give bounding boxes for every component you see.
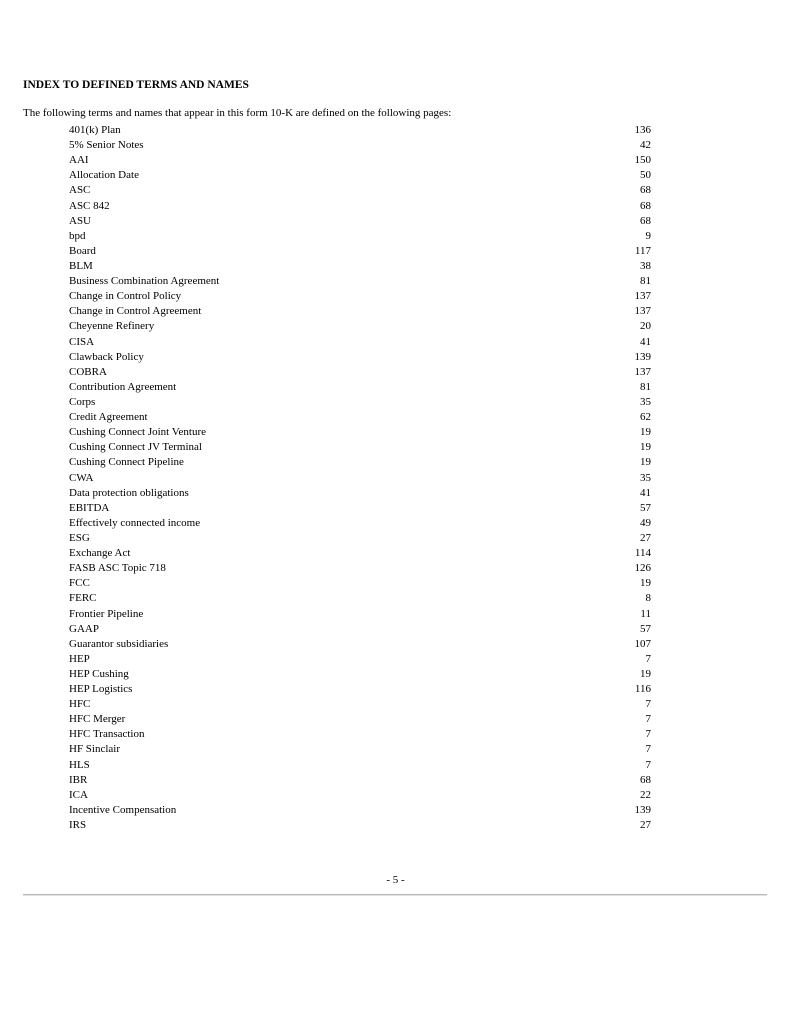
term-name: FCC (69, 577, 90, 590)
term-page-number: 27 (640, 819, 651, 832)
term-name: 401(k) Plan (69, 124, 121, 136)
term-page-number: 68 (640, 214, 651, 227)
term-row (69, 153, 652, 168)
term-page-number: 41 (640, 486, 651, 499)
term-row (69, 712, 652, 727)
term-page-number: 136 (634, 124, 651, 136)
term-row (69, 274, 652, 289)
term-name: BLM (69, 259, 93, 272)
page-number: - 5 - (386, 874, 405, 886)
term-name: AAI (69, 154, 89, 167)
term-row (69, 168, 652, 183)
term-name: ESG (69, 531, 90, 544)
term-name: 5% Senior Notes (69, 139, 144, 152)
term-page-number: 114 (634, 547, 651, 560)
term-page-number: 7 (645, 652, 651, 665)
term-page-number: 139 (634, 350, 651, 363)
term-row (69, 546, 652, 561)
term-row (69, 395, 652, 410)
term-row (69, 667, 652, 682)
page-divider (23, 894, 767, 896)
term-row (69, 440, 652, 455)
term-name: Corps (69, 395, 96, 408)
term-row (69, 425, 652, 440)
term-row (69, 335, 652, 350)
term-name: HEP (69, 652, 90, 665)
term-page-number: 35 (640, 395, 651, 408)
term-page-number: 49 (640, 516, 651, 529)
term-page-number: 42 (640, 139, 651, 152)
term-page-number: 38 (640, 259, 651, 272)
term-name: HFC Merger (69, 713, 126, 726)
term-row (69, 697, 652, 712)
term-page-number: 68 (640, 184, 651, 197)
term-page-number: 7 (645, 758, 651, 771)
term-name: Data protection obligations (69, 486, 189, 499)
term-row (69, 199, 652, 214)
term-row (69, 350, 652, 365)
term-page-number: 7 (645, 698, 651, 711)
intro-text: The following terms and names that appear in this form 10-K are defined on the following pages: (23, 107, 452, 119)
term-row (69, 682, 652, 697)
term-name: CWA (69, 471, 94, 484)
term-name: HEP Logistics (69, 683, 133, 696)
term-name: ICA (69, 788, 88, 801)
term-page-number: 19 (640, 577, 651, 590)
term-row (69, 607, 652, 622)
term-page-number: 20 (640, 320, 651, 333)
term-name: IBR (69, 773, 88, 786)
term-row (69, 123, 652, 138)
term-row (69, 727, 652, 742)
term-row (69, 138, 652, 153)
term-row (69, 561, 652, 576)
term-row (69, 471, 652, 486)
term-page-number: 50 (640, 169, 651, 182)
term-page-number: 150 (634, 154, 651, 167)
term-page-number: 11 (640, 607, 651, 620)
term-page-number: 107 (634, 637, 651, 650)
term-row (69, 622, 652, 637)
term-name: Cushing Connect Pipeline (69, 456, 184, 469)
term-page-number: 7 (645, 743, 651, 756)
term-page-number: 126 (634, 562, 651, 575)
term-name: Board (69, 244, 96, 257)
term-page-number: 27 (640, 531, 651, 544)
term-name: Effectively connected income (69, 516, 201, 529)
term-page-number: 8 (645, 592, 651, 605)
term-page-number: 117 (634, 244, 651, 257)
term-page-number: 35 (640, 471, 651, 484)
term-row (69, 742, 652, 757)
term-page-number: 68 (640, 773, 651, 786)
term-name: Frontier Pipeline (69, 607, 144, 620)
term-name: Clawback Policy (69, 350, 144, 363)
term-page-number: 139 (634, 803, 651, 816)
term-row (69, 516, 652, 531)
term-page-number: 19 (640, 441, 651, 454)
term-page-number: 116 (634, 683, 651, 696)
term-row (69, 773, 652, 788)
term-row (69, 183, 652, 198)
page-title: INDEX TO DEFINED TERMS AND NAMES (23, 79, 249, 91)
term-row (69, 591, 652, 606)
term-page-number: 68 (640, 199, 651, 212)
term-page-number: 57 (640, 501, 651, 514)
term-page-number: 137 (634, 290, 651, 303)
term-page-number: 7 (645, 728, 651, 741)
term-name: GAAP (69, 622, 99, 635)
term-row (69, 818, 652, 833)
term-row (69, 380, 652, 395)
term-name: IRS (69, 819, 87, 832)
term-row (69, 758, 652, 773)
term-row (69, 803, 652, 818)
term-row (69, 652, 652, 667)
term-row (69, 410, 652, 425)
defined-terms-list (69, 123, 652, 833)
term-name: HF Sinclair (69, 743, 121, 756)
term-row (69, 501, 652, 516)
term-row (69, 365, 652, 380)
term-name: bpd (69, 229, 86, 242)
term-name: FERC (69, 592, 97, 605)
term-name: Contribution Agreement (69, 380, 177, 393)
term-name: EBITDA (69, 501, 110, 514)
term-name: Exchange Act (69, 547, 131, 560)
term-name: Change in Control Policy (69, 290, 182, 303)
term-page-number: 62 (640, 411, 651, 424)
term-name: Cheyenne Refinery (69, 320, 155, 333)
term-name: Business Combination Agreement (69, 275, 220, 288)
term-name: HLS (69, 758, 90, 771)
term-page-number: 137 (634, 365, 651, 378)
term-name: COBRA (69, 365, 107, 378)
term-page-number: 19 (640, 456, 651, 469)
term-page-number: 19 (640, 667, 651, 680)
term-row (69, 486, 652, 501)
term-row (69, 289, 652, 304)
term-name: Guarantor subsidiaries (69, 637, 169, 650)
term-name: ASC (69, 184, 91, 197)
term-name: FASB ASC Topic 718 (69, 562, 166, 575)
term-name: ASU (69, 214, 92, 227)
term-page-number: 7 (645, 713, 651, 726)
term-row (69, 576, 652, 591)
term-row (69, 319, 652, 334)
term-page-number: 22 (640, 788, 651, 801)
term-page-number: 9 (645, 229, 651, 242)
term-row (69, 788, 652, 803)
term-page-number: 137 (634, 305, 651, 318)
term-name: Incentive Compensation (69, 803, 177, 816)
term-row (69, 214, 652, 229)
term-name: Cushing Connect Joint Venture (69, 426, 206, 439)
term-row (69, 244, 652, 259)
term-page-number: 41 (640, 335, 651, 348)
term-name: Allocation Date (69, 169, 139, 182)
term-name: HFC Transaction (69, 728, 145, 741)
term-row (69, 304, 652, 319)
term-name: Credit Agreement (69, 411, 148, 424)
term-page-number: 81 (640, 275, 651, 288)
term-name: Change in Control Agreement (69, 305, 202, 318)
term-name: Cushing Connect JV Terminal (69, 441, 202, 454)
term-row (69, 531, 652, 546)
term-row (69, 229, 652, 244)
term-name: HEP Cushing (69, 667, 129, 680)
term-name: CISA (69, 335, 95, 348)
term-page-number: 81 (640, 380, 651, 393)
term-row (69, 637, 652, 652)
term-page-number: 19 (640, 426, 651, 439)
term-row (69, 455, 652, 470)
term-name: ASC 842 (69, 199, 110, 212)
term-row (69, 259, 652, 274)
term-name: HFC (69, 698, 91, 711)
term-page-number: 57 (640, 622, 651, 635)
